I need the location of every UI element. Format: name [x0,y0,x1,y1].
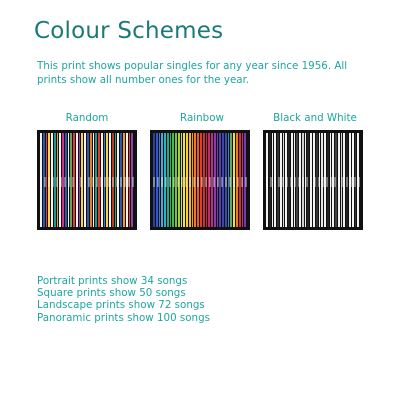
size-info-landscape: Landscape prints show 72 songs [37,299,205,312]
print-preview-random [37,130,137,230]
page-title: Colour Schemes [34,18,224,44]
size-info-portrait: Portrait prints show 34 songs [37,275,188,287]
song-text-band [153,177,247,187]
size-info-panoramic: Panoramic prints show 100 songs [37,311,210,324]
song-text-band [266,177,360,187]
scheme-label-black-and-white: Black and White [273,112,357,124]
size-info-square: Square prints show 50 songs [37,287,186,300]
print-preview-black-and-white [263,130,363,230]
song-text-band [40,177,134,187]
scheme-label-rainbow: Rainbow [180,112,224,124]
print-preview-rainbow [150,130,250,230]
scheme-label-random: Random [65,112,109,124]
description: This print shows popular singles for any year since 1956. All prints show all number ones for the year. [37,60,348,86]
size-info [37,275,210,324]
